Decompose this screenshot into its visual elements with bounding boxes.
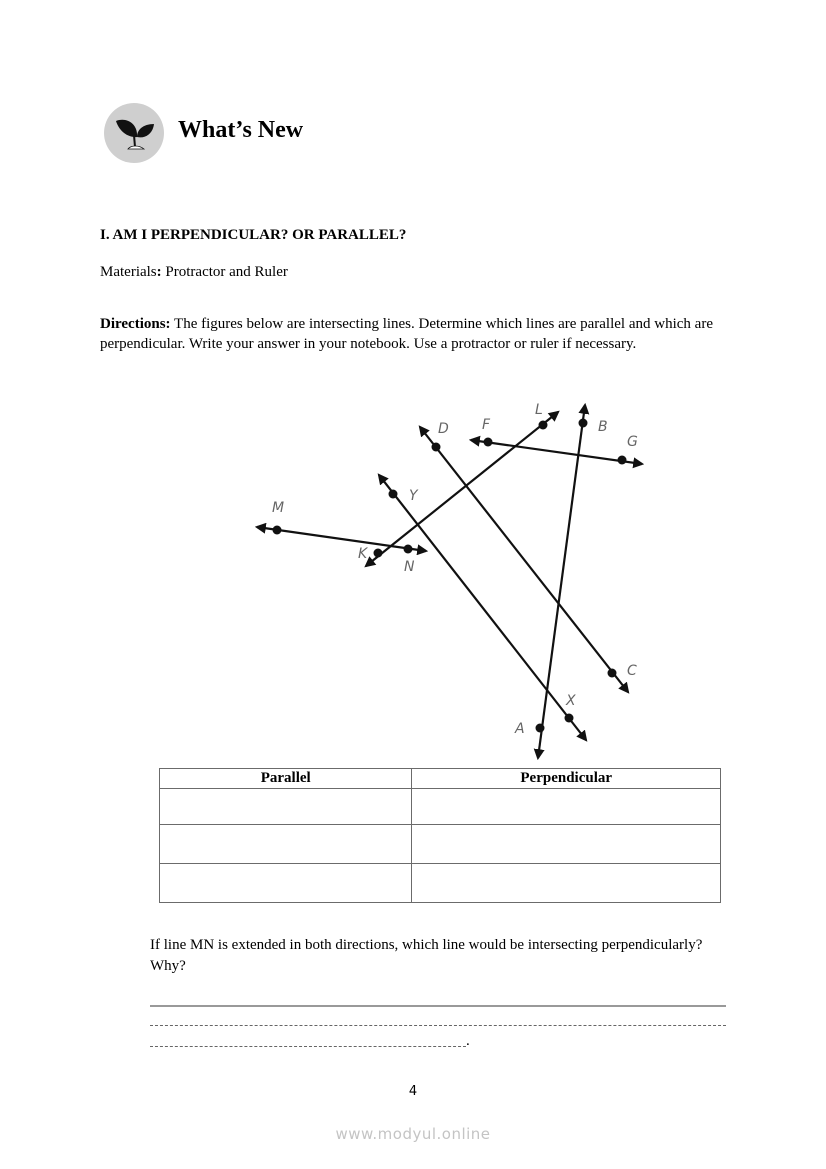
label-c: C	[627, 663, 637, 679]
answer-line-1[interactable]	[150, 1005, 726, 1007]
directions-label: Directions:	[100, 316, 171, 332]
cell-perpendicular-2[interactable]	[412, 825, 721, 864]
materials-value: Protractor and Ruler	[161, 264, 288, 280]
label-a: A	[515, 721, 525, 737]
table-row	[160, 789, 721, 825]
cell-parallel-3[interactable]	[160, 864, 412, 903]
label-m: M	[272, 500, 285, 516]
label-l: L	[535, 402, 543, 418]
point-x	[565, 714, 574, 723]
point-b	[579, 419, 588, 428]
point-a	[536, 724, 545, 733]
label-k: K	[358, 546, 368, 562]
header-parallel: Parallel	[160, 769, 412, 789]
cell-parallel-1[interactable]	[160, 789, 412, 825]
label-g: G	[627, 434, 638, 450]
label-f: F	[482, 417, 491, 433]
cell-parallel-2[interactable]	[160, 825, 412, 864]
table-row	[160, 864, 721, 903]
label-n: N	[404, 559, 415, 575]
page-number: 4	[408, 1084, 418, 1099]
materials-colon: :	[156, 264, 162, 280]
line-yx	[379, 475, 586, 740]
line-kl	[366, 412, 558, 566]
label-b: B	[598, 419, 608, 435]
point-l	[539, 421, 548, 430]
point-m	[273, 526, 282, 535]
directions-text: The figures below are intersecting lines. Determine which lines are parallel and which are perpendicular. Write your answer in your notebook. Use a protractor or ruler if necessary.	[100, 316, 713, 352]
line-ab	[538, 405, 585, 758]
page-heading: What’s New	[178, 117, 304, 143]
watermark: www.modyul.online	[335, 1125, 491, 1143]
table-header-row	[160, 769, 721, 789]
answer-line-3[interactable]	[150, 1046, 466, 1047]
point-c	[608, 669, 617, 678]
label-y: Y	[409, 488, 418, 504]
table-row	[160, 825, 721, 864]
label-x: X	[566, 693, 576, 709]
answer-period: .	[466, 1033, 470, 1049]
point-k	[374, 549, 383, 558]
cell-perpendicular-1[interactable]	[412, 789, 721, 825]
answer-line-2[interactable]	[150, 1025, 726, 1026]
point-g	[618, 456, 627, 465]
line-dc	[420, 427, 628, 692]
header-perpendicular: Perpendicular	[412, 769, 721, 789]
point-f	[484, 438, 493, 447]
label-d: D	[438, 421, 449, 437]
point-y	[389, 490, 398, 499]
point-d	[432, 443, 441, 452]
materials-label: Materials	[100, 264, 157, 280]
cell-perpendicular-3[interactable]	[412, 864, 721, 903]
point-n	[404, 545, 413, 554]
section-title: I. AM I PERPENDICULAR? OR PARALLEL?	[100, 227, 407, 243]
answer-table	[159, 768, 721, 903]
question-text: If line MN is extended in both directions, which line would be intersecting perpendicularly? Why?	[150, 937, 703, 974]
